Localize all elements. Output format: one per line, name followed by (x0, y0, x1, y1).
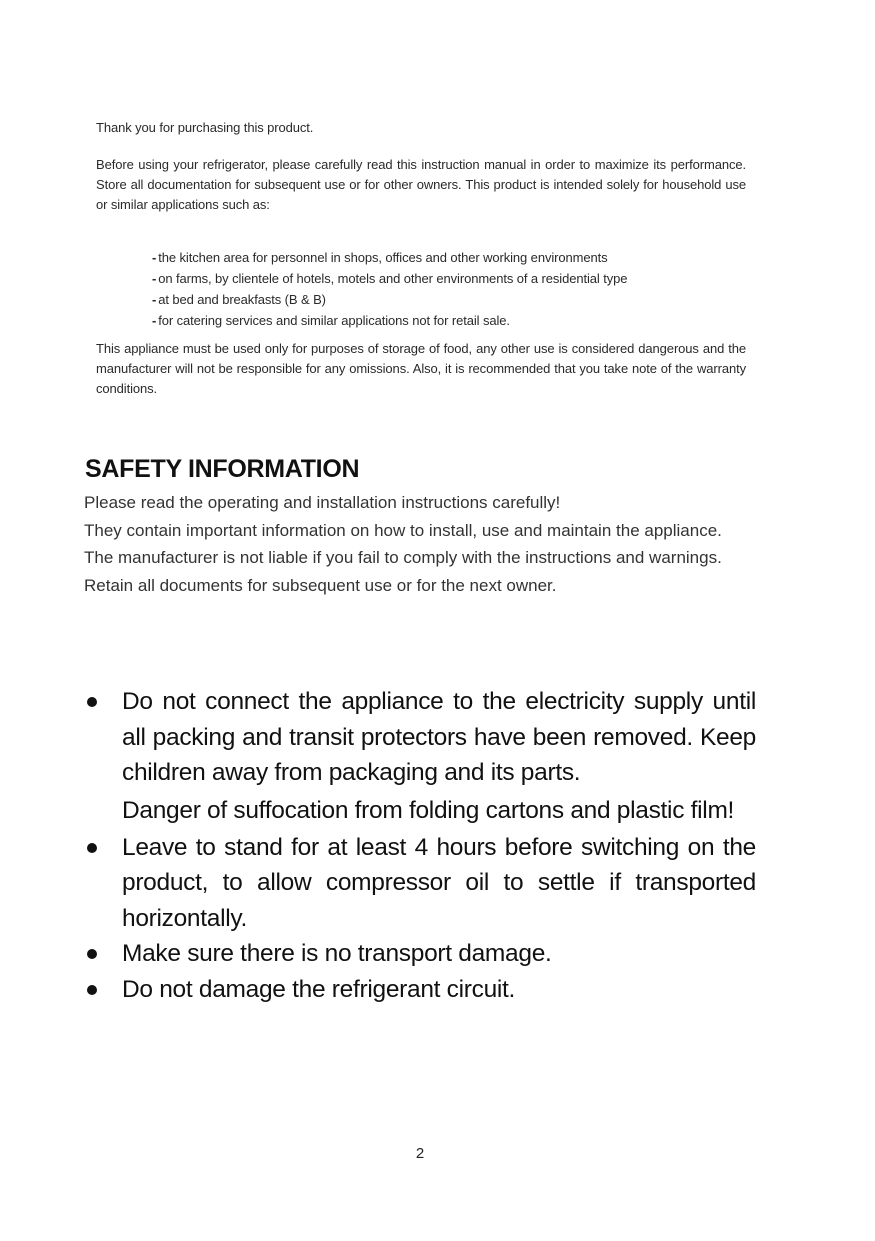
safety-paragraphs (84, 489, 756, 599)
uses-list (112, 247, 772, 331)
dash-marker: - (152, 292, 157, 307)
list-item (152, 247, 772, 268)
safety-paragraph: The manufacturer is not liable if you fail to comply with the instructions and warnings. (84, 548, 722, 567)
bullet-item (84, 972, 756, 1008)
bullet-dot-icon (87, 985, 97, 995)
intro-thanks (96, 118, 746, 138)
bullet-text: Leave to stand for at least 4 hours before switching on the product, to allow compressor oil to settle if transported horizontally. (122, 833, 756, 932)
thanks-text: Thank you for purchasing this product. (96, 120, 314, 135)
intro-before (96, 155, 746, 215)
use-text: at bed and breakfasts (B & B) (158, 292, 326, 307)
bullet-item (84, 830, 756, 937)
safety-paragraph: Please read the operating and installation instructions carefully! (84, 493, 561, 512)
bullet-item (84, 936, 756, 972)
safety-bullet-list (84, 684, 756, 1007)
appliance-text: This appliance must be used only for purposes of storage of food, any other use is considered dangerous and the manufacturer will not be responsible for any omissions. Also, it is recommended that you take note of the warranty conditions. (96, 341, 746, 396)
bullet-text: Make sure there is no transport damage. (122, 940, 552, 967)
list-item (152, 268, 772, 289)
before-text: Before using your refrigerator, please carefully read this instruction manual in order to maximize its performance. Store all documentation for subsequent use or for other owners. This product is intended solely for household use or similar applications such as: (96, 157, 746, 212)
bullet-text: Do not connect the appliance to the electricity supply until all packing and transit protectors have been removed. Keep children away from packaging and its parts. (122, 688, 756, 786)
intro-appliance (96, 339, 746, 399)
bullet-warning-text: Danger of suffocation from folding cartons and plastic film! (122, 796, 735, 824)
use-text: on farms, by clientele of hotels, motels and other environments of a residential type (158, 271, 628, 286)
section-title: SAFETY INFORMATION (85, 455, 360, 483)
list-item (152, 289, 772, 310)
page-number: 2 (415, 1145, 425, 1162)
bullet-text: Do not damage the refrigerant circuit. (122, 975, 516, 1003)
list-item (152, 310, 772, 331)
safety-paragraph: They contain important information on how to install, use and maintain the appliance. (84, 520, 722, 540)
dash-marker: - (152, 271, 157, 286)
use-text: for catering services and similar applications not for retail sale. (158, 313, 510, 328)
dash-marker: - (152, 313, 157, 328)
use-text: the kitchen area for personnel in shops, offices and other working environments (158, 250, 608, 265)
safety-paragraph: Retain all documents for subsequent use or for the next owner. (84, 575, 557, 595)
bullet-dot-icon (87, 949, 97, 959)
bullet-dot-icon (87, 843, 97, 853)
bullet-dot-icon (87, 697, 97, 707)
dash-marker: - (152, 250, 157, 265)
bullet-item (84, 684, 756, 830)
